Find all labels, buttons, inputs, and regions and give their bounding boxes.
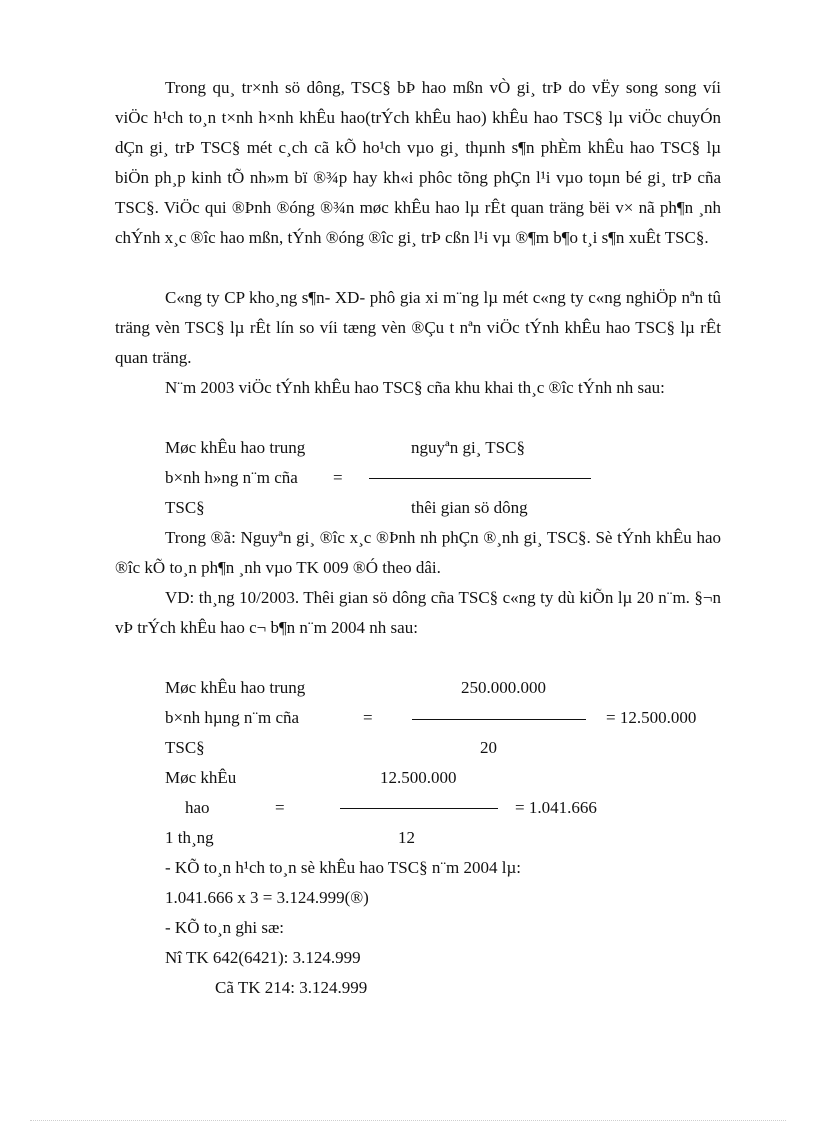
formula-monthly-denominator: 12 [398, 828, 415, 847]
paragraph-depreciation-overview: Trong qu¸ tr×nh sö dông, TSC§ bÞ hao mßn vÒ gi¸ trÞ do vËy song song víi viÖc h¹ch to¸n t×nh h×nh khÊu hao(trÝch khÊu hao) khÊu hao TSC§ lµ viÖc chuyÓn dÇn gi¸ trÞ TSC§ mét c¸ch cã kÕ ho¹ch vµo gi¸ thµnh s¶n phÈm khÊu hao TSC§ lµ biÖn ph¸p kinh tÕ nh»m bï ®¾p hay kh«i phôc tõng phÇn l¹i vµo toµn bé gi¸ trÞ cña TSC§. ViÖc qui ®Þnh ®óng ®¾n møc khÊu hao lµ rÊt quan träng bëi v× nã ph¶n ¸nh chÝnh x¸c ®îc hao mßn, tÝnh ®óng ®îc gi¸ trÞ cßn l¹i vµ ®¶m b¶o t¸i s¶n xuÊt TSC§. [115, 78, 721, 247]
formula-annual-result: = 12.500.000 [606, 708, 697, 727]
formula-monthly-left-line3: 1 th¸ng [165, 828, 214, 847]
formula-general-numerator: nguyªn gi¸ TSC§ [411, 438, 525, 457]
entry-bookkeeping-heading: - KÕ to¸n ghi sæ: [165, 918, 284, 937]
formula-annual-left-line2: b×nh hµng n¨m cña [165, 708, 300, 727]
paragraph-company-capital: C«ng ty CP kho¸ng s¶n- XD- phô gia xi m¨ng lµ mét c«ng ty c«ng nghiÖp nªn tû träng vèn TSC§ lµ rÊt lín so víi tæng vèn ®Çu t nªn viÖc tÝnh khÊu hao TSC§ lµ rÊt quan träng. [115, 288, 721, 367]
formula-general-denominator: thêi gian sö dông [411, 498, 528, 517]
formula-monthly-result: = 1.041.666 [515, 798, 597, 817]
paragraph-2003-method: N¨m 2003 viÖc tÝnh khÊu hao TSC§ cña khu khai th¸c ®îc tÝnh nh sau: [165, 378, 665, 397]
formula-annual-fraction-bar [412, 719, 586, 720]
entry-debit-account: Nî TK 642(6421): 3.124.999 [165, 948, 361, 967]
formula-monthly-left-line1: Møc khÊu [165, 768, 237, 787]
formula-annual-numerator: 250.000.000 [461, 678, 546, 697]
formula-general-fraction-bar [369, 478, 591, 479]
page-bottom-divider [30, 1120, 786, 1121]
formula-annual-denominator: 20 [480, 738, 497, 757]
formula-monthly-equals: = [275, 798, 285, 817]
formula-annual-left-line3: TSC§ [165, 738, 205, 757]
formula-monthly-left-line2: hao [185, 798, 210, 817]
entry-calculation: 1.041.666 x 3 = 3.124.999(®) [165, 888, 369, 907]
formula-general-left-line3: TSC§ [165, 498, 205, 517]
formula-general-equals: = [333, 468, 343, 487]
entry-depreciation-2004: - KÕ to¸n h¹ch to¸n sè khÊu hao TSC§ n¨m 2004 lµ: [165, 858, 521, 877]
formula-general-left-line2: b×nh h»ng n¨m cña [165, 468, 298, 487]
formula-monthly-numerator: 12.500.000 [380, 768, 457, 787]
paragraph-original-cost-note: Trong ®ã: Nguyªn gi¸ ®îc x¸c ®Þnh nh phÇn ®¸nh gi¸ TSC§. Sè tÝnh khÊu hao ®îc kÕ to¸n ph¶n ¸nh vµo TK 009 ®Ó theo dâi. [115, 528, 721, 577]
formula-annual-left-line1: Møc khÊu hao trung [165, 678, 306, 697]
paragraph-example-intro: VD: th¸ng 10/2003. Thêi gian sö dông cña TSC§ c«ng ty dù kiÕn lµ 20 n¨m. §¬n vÞ trÝch khÊu hao c¬ b¶n n¨m 2004 nh sau: [115, 588, 721, 637]
entry-credit-account: Cã TK 214: 3.124.999 [215, 978, 368, 997]
formula-monthly-fraction-bar [340, 808, 498, 809]
formula-annual-equals: = [363, 708, 373, 727]
formula-general-left-line1: Møc khÊu hao trung [165, 438, 306, 457]
